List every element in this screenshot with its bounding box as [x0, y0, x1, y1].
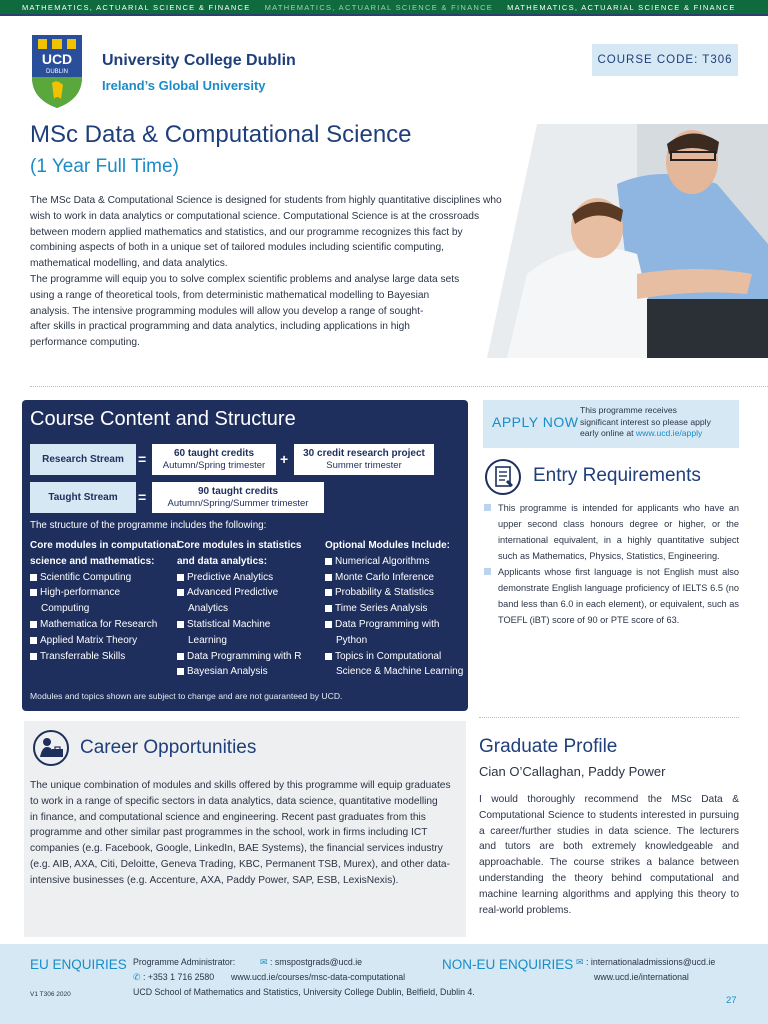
module-item-cont: Science & Machine Learning: [336, 666, 464, 678]
eu-course-link[interactable]: www.ucd.ie/courses/msc-data-computational: [231, 972, 406, 982]
module-column-heading: Optional Modules Include:: [325, 540, 450, 551]
career-line: companies (e.g. Facebook, Google, LinkedIn, BAE Systems), the financial services industry: [30, 843, 443, 855]
requirement-item: This programme is intended for applicants who have an upper second class honours degree or higher, or the international equivalent, in a highly quantitative subject such as Mathematics, Physics, Statistics, Engineering.: [484, 500, 739, 564]
page-subtitle: (1 Year Full Time): [30, 156, 179, 177]
ucd-crest-logo: [30, 33, 84, 109]
phone-icon: ✆: [133, 972, 141, 982]
banner-text: MATHEMATICS, ACTUARIAL SCIENCE & FINANCE: [22, 2, 251, 12]
module-column-optional: [325, 538, 467, 680]
module-item: Mathematica for Research: [30, 617, 180, 633]
eu-phone: [133, 972, 214, 983]
module-item: Bayesian Analysis: [177, 664, 327, 680]
career-text: [30, 778, 452, 889]
module-item: Statistical Machine: [177, 617, 327, 633]
module-column-heading: science and mathematics:: [30, 555, 155, 567]
eu-email-text: : smspostgrads@ucd.ie: [270, 957, 363, 967]
research-project-sub: Summer trimester: [326, 459, 402, 471]
module-item: Data Programming with R: [177, 649, 327, 665]
banner-text: MATHEMATICS, ACTUARIAL SCIENCE & FINANCE: [507, 2, 736, 12]
page-title: MSc Data & Computational Science: [30, 121, 412, 148]
divider: [479, 717, 739, 718]
research-credits-sub: Autumn/Spring trimester: [162, 459, 266, 471]
module-item: Scientific Computing: [30, 570, 180, 586]
module-item: Data Programming with: [325, 617, 467, 633]
taught-stream-label: Taught Stream: [30, 482, 136, 513]
apply-text: [580, 405, 730, 440]
intro-line: using a range of theoretical tools, from deterministic mathematical modelling to Bayesian: [30, 289, 430, 301]
intro-line: after skills in practical programming and data analytics, including applications in high: [30, 321, 410, 333]
career-line: programme and other similar past programmes in the school, work in firms including ICT: [30, 827, 428, 839]
research-credits-box: [152, 444, 276, 475]
career-line: (e.g. AIB, AXA, Citi, Deloitte, Geneva Trading, KBC, Permanent TSB, Murex), and other data-: [30, 858, 450, 870]
apply-text-line: significant interest so please apply: [580, 416, 711, 427]
module-item-cont: Computing: [41, 603, 90, 615]
non-eu-link[interactable]: www.ucd.ie/international: [594, 972, 689, 982]
course-content-panel: [22, 400, 468, 711]
career-line: in finance, and computational science and engineering. Recent past graduates from this: [30, 811, 426, 823]
non-eu-email[interactable]: [576, 957, 715, 968]
university-name: University College Dublin: [102, 52, 296, 69]
module-column-computational: [30, 538, 180, 664]
apply-now-button[interactable]: APPLY NOW: [492, 414, 579, 430]
career-opportunities-panel: [24, 721, 466, 937]
module-column-heading: Core modules in statistics: [177, 540, 302, 551]
career-line: intensive businesses (e.g. Accenture, AXA, Paddy Power, SAP, ESB, LexisNexis).: [30, 874, 399, 886]
programme-admin-label: Programme Administrator:: [133, 957, 236, 967]
module-item: Predictive Analytics: [177, 570, 327, 586]
crest-subtext: DUBLIN: [45, 69, 69, 75]
plus-sign: +: [280, 451, 289, 467]
graduate-name: Cian O’Callaghan, Paddy Power: [479, 764, 666, 779]
module-item: Applied Matrix Theory: [30, 633, 180, 649]
crest-text: UCD: [41, 51, 73, 67]
module-item-cont: Learning: [188, 634, 227, 646]
module-item-cont: Python: [336, 634, 368, 646]
intro-line: between modern applied mathematics and statistics, and our programme recognizes this fact by: [30, 226, 463, 238]
intro-line: performance computing.: [30, 337, 140, 349]
module-item: Numerical Algorithms: [325, 554, 467, 570]
top-banner: [0, 0, 768, 16]
taught-credits-title: 90 taught credits: [197, 485, 279, 497]
intro-text: [30, 193, 518, 351]
requirement-item: Applicants whose first language is not English must also demonstrate English language proficiency of IELTS 6.5 (no band less than 6.0 in each element), or equivalent, such as TOEFL (iBT) score of 90 or PTE score of 63.: [484, 564, 739, 628]
module-item: Monte Carlo Inference: [325, 570, 467, 586]
course-code-badge: COURSE CODE: T306: [592, 44, 738, 76]
email-icon: ✉: [260, 957, 268, 967]
module-column-heading: Core modules in computational: [30, 540, 180, 551]
research-stream-label: Research Stream: [30, 444, 136, 475]
school-address: UCD School of Mathematics and Statistics, University College Dublin, Belfield, Dublin 4.: [133, 987, 475, 997]
version-code: V1 T306 2020: [30, 991, 71, 998]
apply-link[interactable]: www.ucd.ie/apply: [635, 428, 703, 438]
intro-line: analysis. The intensive programming modules will allow you develop a range of sought-: [30, 305, 424, 317]
career-line: The unique combination of modules and skills offered by this programme will equip graduates: [30, 780, 451, 791]
module-item: Transferrable Skills: [30, 649, 180, 665]
intro-line: The MSc Data & Computational Science is designed for students from highly quantitative disciplines who: [30, 195, 502, 206]
course-content-title: Course Content and Structure: [30, 408, 296, 430]
module-item: High-performance: [30, 585, 180, 601]
apply-panel: [483, 400, 739, 448]
module-item: Advanced Predictive: [177, 585, 327, 601]
taught-credits-sub: Autumn/Spring/Summer trimester: [167, 497, 309, 509]
apply-text-line: early online at: [580, 428, 636, 438]
graduate-quote: I would thoroughly recommend the MSc Data & Computational Science to students interested in pursuing a career/further studies in data science. The lecturers and tutors are both extremely knowledgeable and approachable. The course strikes a balance between understanding the theory behind computational and machine learning algorithms and applying this theory to real-world problems.: [479, 794, 739, 916]
career-title: Career Opportunities: [80, 737, 257, 758]
apply-text-line: This programme receives: [580, 405, 677, 415]
research-project-title: 30 credit research project: [303, 447, 425, 459]
divider: [30, 386, 768, 387]
intro-line: wish to work in data analytics or computational science. Computational Science is at the crossroads: [30, 210, 480, 222]
module-item: Time Series Analysis: [325, 601, 467, 617]
graduate-profile-title: Graduate Profile: [479, 736, 618, 757]
intro-line: The programme will equip you to solve complex scientific problems and analyse large data sets: [30, 273, 460, 285]
module-item: Topics in Computational: [325, 649, 467, 665]
page-number: 27: [726, 995, 737, 1006]
students-photo: [487, 124, 768, 358]
module-column-heading: and data analytics:: [177, 555, 268, 567]
structure-intro: The structure of the programme includes the following:: [30, 520, 267, 531]
eu-enquiries-title: EU ENQUIRIES: [30, 957, 127, 972]
career-icon: [32, 729, 70, 767]
research-project-box: [294, 444, 434, 475]
eu-email[interactable]: [260, 957, 362, 968]
equals-sign: =: [138, 489, 147, 505]
intro-line: combining aspects of both in a unique set of tailored modules including scientific computing,: [30, 242, 444, 254]
email-icon: ✉: [576, 957, 584, 967]
non-eu-email-text: : internationaladmissions@ucd.ie: [586, 957, 716, 967]
module-item: Probability & Statistics: [325, 585, 467, 601]
non-eu-enquiries-title: NON-EU ENQUIRIES: [442, 957, 574, 972]
modules-disclaimer: Modules and topics shown are subject to change and are not guaranteed by UCD.: [30, 691, 343, 701]
entry-requirements-title: Entry Requirements: [533, 465, 701, 486]
taught-credits-box: [152, 482, 324, 513]
banner-text: MATHEMATICS, ACTUARIAL SCIENCE & FINANCE: [264, 2, 494, 12]
entry-requirements-icon: [484, 458, 522, 496]
eu-phone-text: : +353 1 716 2580: [143, 972, 215, 982]
footer: [0, 944, 768, 1024]
research-credits-title: 60 taught credits: [173, 447, 255, 459]
module-item-cont: Analytics: [188, 603, 229, 615]
career-line: to work in a range of specific sectors in data analytics, data science, quantitative modelling: [30, 795, 438, 807]
intro-line: mathematical modelling, and data analytics.: [30, 258, 228, 270]
module-column-statistics: [177, 538, 327, 680]
university-tagline: Ireland’s Global University: [102, 78, 266, 93]
equals-sign: =: [138, 451, 147, 467]
